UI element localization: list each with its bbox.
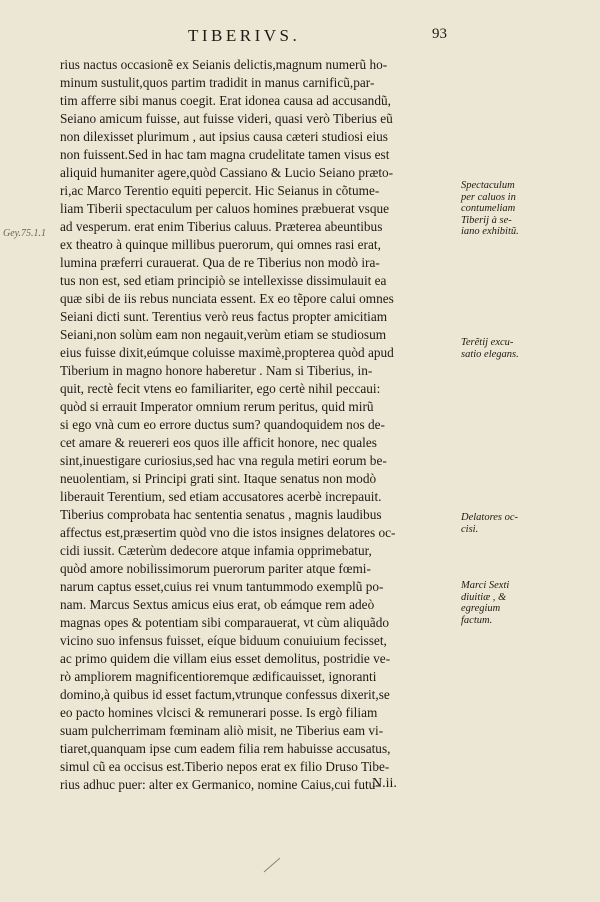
text-line: rò ampliorem magnificentioremque ædificauisset, ignoranti — [60, 669, 377, 684]
margin-note-line: contumeliam — [461, 203, 516, 214]
margin-note-terentius — [461, 337, 586, 360]
text-line: quit, rectè fecit vtens eo familiariter, ego certè nihil peccaui: — [60, 381, 381, 396]
text-line: Seiano amicum fuisse, aut fuisse videri, quasi verò Tiberius eũ — [60, 111, 393, 126]
text-line: rius nactus occasionẽ ex Seianis delictis,magnum numerũ ho- — [60, 57, 388, 72]
text-line: eo pacto homines vlcisci & remunerari posse. Is ergò filiam — [60, 705, 378, 720]
margin-note-line: factum. — [461, 614, 493, 626]
text-line: rius adhuc puer: alter ex Germanico, nomine Caius,cui futu- — [60, 777, 380, 792]
text-line: sint,inuestigare curiosius,sed hac vna regula metiri eorum be- — [60, 453, 387, 468]
body-text — [60, 56, 460, 794]
running-title: TIBERIVS. — [188, 26, 301, 45]
margin-note-line: Tiberij à se- — [461, 214, 512, 226]
text-line: cet amare & reuereri eos quos ille afficit honore, nec quales — [60, 435, 377, 450]
pen-stroke-mark — [250, 852, 330, 876]
text-line: liam Tiberii spectaculum per caluos homines præbuerat vsque — [60, 201, 390, 216]
page-number: 93 — [432, 26, 447, 42]
text-line: minum sustulit,quos partim tradidit in manus carnificũ,par- — [60, 75, 375, 90]
text-line: magnas opes & potentiam sibi comparauerat, vt cùm aliquãdo — [60, 615, 390, 630]
margin-note-line: Delatores oc- — [461, 512, 519, 523]
text-line: Tiberius comprobata hac sententia senatus , magnis laudibus — [60, 507, 382, 522]
signature-mark: N.ii. — [372, 776, 397, 791]
margin-note-line: cisi. — [461, 523, 479, 535]
margin-note-marcus-sextus — [461, 580, 586, 626]
text-line: si ego vnà cum eo errore ductus sum? quandoquidem nos de- — [60, 417, 385, 432]
text-line: Seiani,non solùm eam non negauit,verùm etiam se studiosum — [60, 327, 387, 342]
text-line: tim afferre sibi manus coegit. Erat idonea causa ad accusandũ, — [60, 93, 391, 108]
text-line: eius fuisse dixit,eúmque coluisse maximè,propterea quòd apud — [60, 345, 394, 360]
text-line: nam. Marcus Sextus amicus eius erat, ob eámque rem adeò — [60, 597, 375, 612]
text-line: ri,ac Marco Terentio equiti pepercit. Hic Seianus in cõtume- — [60, 183, 380, 198]
text-line: aliquid humaniter agere,quòd Cassiano & Lucio Seiano prætο- — [60, 165, 394, 180]
text-line: non dilexisset plurimum , aut ipsius causa cæteri studiosi eius — [60, 129, 388, 144]
margin-note-line: Terẽtij excu- — [461, 337, 514, 348]
text-line: affectus est,præsertim quòd vno die istos insignes delatores oc- — [60, 525, 396, 540]
margin-note-line: Spectaculum — [461, 180, 515, 191]
text-line: non fuissent.Sed in hac tam magna crudelitate tamen visus est — [60, 147, 390, 162]
text-line: liberauit Terentium, sed etiam accusatores acerbè increpauit. — [60, 489, 382, 504]
handwritten-margin-annotation: Gey.75.1.1 — [3, 228, 47, 239]
text-line: quæ sibi de iis rebus nunciata essent. Ex eo tẽpore calui omnes — [60, 291, 394, 306]
text-line: lumina præferri curauerat. Qua de re Tiberius non modò ira- — [60, 255, 380, 270]
text-line: domino,à quibus id esset factum,vtrunque confessus dixerit,se — [60, 687, 390, 702]
margin-note-line: satio elegans. — [461, 348, 519, 360]
text-line: cidi iussit. Cæterùm dedecore atque infamia opprimebatur, — [60, 543, 372, 558]
text-line: simul cũ ea occisus est.Tiberio nepos erat ex filio Druso Tibe- — [60, 759, 390, 774]
text-line: suam pulcherrimam fœminam aliò misit, ne Tiberius eam vi- — [60, 723, 384, 738]
margin-note-line: Marci Sexti — [461, 580, 510, 591]
margin-note-spectaculum — [461, 180, 586, 238]
text-line: quòd amore nobilissimorum puerorum pariter atque fœmi- — [60, 561, 371, 576]
margin-note-line: iano exhibitũ. — [461, 226, 519, 237]
text-line: tus non est, sed etiam principiò se intellexisse dissimulauit ea — [60, 273, 387, 288]
text-line: ac primo quidem die villam eius esset demolitus, postridie ve- — [60, 651, 391, 666]
margin-note-line: egregium — [461, 603, 501, 614]
margin-note-line: diuitiæ , & — [461, 591, 507, 603]
margin-note-line: per caluos in — [461, 191, 516, 203]
text-line: Tiberium in magno honore haberetur . Nam si Tiberius, in- — [60, 363, 373, 378]
text-line: neuolentiam, si Principi grati sint. Itaque senatus non modò — [60, 471, 377, 486]
margin-note-delatores — [461, 512, 586, 535]
text-line: Seiani dicti sunt. Terentius verò reus factus propter amicitiam — [60, 309, 388, 324]
text-line: tiaret,quanquam ipse cum eadem filia rem habuisse accusatus, — [60, 741, 391, 756]
text-line: ex theatro à quinque millibus puerorum, qui omnes rasi erat, — [60, 237, 381, 252]
text-line: quòd si errauit Imperator omnium rerum peritus, quid mirũ — [60, 399, 374, 414]
text-line: vicino suo infensus fuisset, eíque biduum conuiuium fecisset, — [60, 633, 387, 648]
text-line: ad vesperum. erat enim Tiberius caluus. Præterea abeuntibus — [60, 219, 383, 234]
text-line: narum captus esset,cuius rei vnum tantummodo exemplũ po- — [60, 579, 384, 594]
